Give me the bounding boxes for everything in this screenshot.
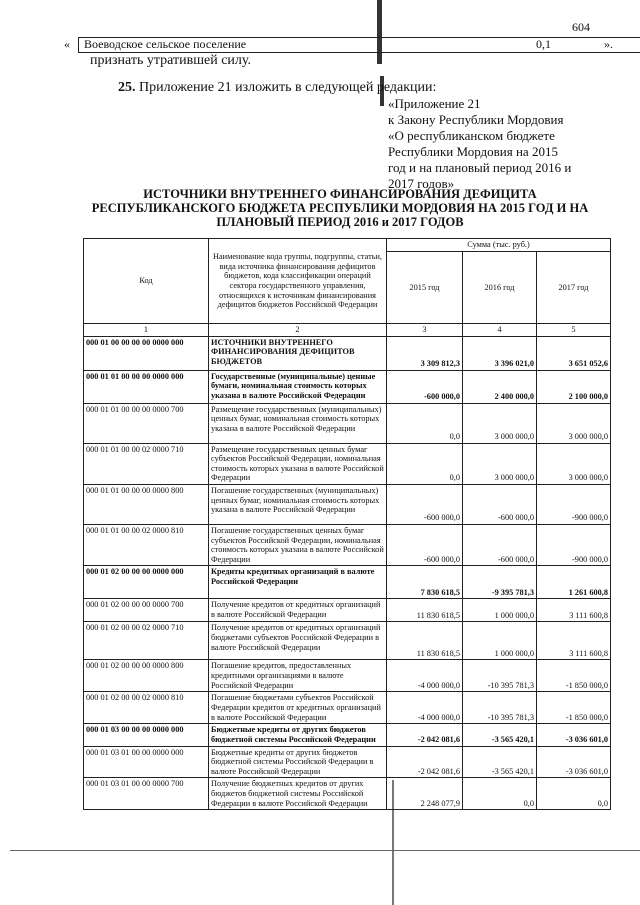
annex-heading: «Приложение 21 к Закону Республики Мордовия «О республиканском бюджете Республики Мордовия на 2015 год и на плановый период 2016 и 2017 годов» [388, 96, 572, 191]
row-code: 000 01 01 00 00 00 0000 000 [84, 370, 209, 403]
row-value-2017: 3 000 000,0 [537, 443, 611, 484]
table-row [84, 599, 611, 622]
row-name: ИСТОЧНИКИ ВНУТРЕННЕГО ФИНАНСИРОВАНИЯ ДЕФИЦИТОВ БЮДЖЕТОВ [209, 336, 387, 370]
row-code: 000 01 03 01 00 00 0000 000 [84, 746, 209, 778]
row-name: Бюджетные кредиты от других бюджетов бюджетной системы Российской Федерации в валюте Российской Федерации [209, 746, 387, 778]
row-value-2017: -1 850 000,0 [537, 660, 611, 692]
row-value-2016: -10 395 781,3 [463, 660, 537, 692]
index-cell: 5 [537, 324, 611, 337]
index-cell: 1 [84, 324, 209, 337]
header-2016: 2016 год [463, 252, 537, 324]
row-value-2016: -10 395 781,3 [463, 692, 537, 724]
row-value-2015: -600 000,0 [387, 370, 463, 403]
settlement-name: Воеводское сельское поселение [84, 37, 247, 51]
table-row [84, 370, 611, 403]
row-value-2016: -3 565 420,1 [463, 746, 537, 778]
index-cell: 3 [387, 324, 463, 337]
row-code: 000 01 01 00 00 02 0000 710 [84, 443, 209, 484]
row-value-2016: 0,0 [463, 778, 537, 810]
header-name: Наименование кода группы, подгруппы, статьи, вида источника финансирования дефицитов бюджетов, кода классификации операций сектора государственного управления, относящихся к источникам финансирования дефицитов бюджетов Российской Федерации [209, 239, 387, 324]
row-code: 000 01 01 00 00 00 0000 800 [84, 484, 209, 524]
table-row [84, 524, 611, 565]
row-value-2015: 2 248 077,9 [387, 778, 463, 810]
row-value-2017: 3 111 600,8 [537, 599, 611, 622]
item-text: Приложение 21 изложить в следующей редакции: [139, 80, 437, 95]
table-row [84, 336, 611, 370]
row-code: 000 01 03 01 00 00 0000 700 [84, 778, 209, 810]
row-code: 000 01 02 00 00 00 0000 000 [84, 566, 209, 599]
row-code: 000 01 02 00 00 00 0000 800 [84, 660, 209, 692]
row-name: Погашение государственных ценных бумаг субъектов Российской Федерации, номинальная стоимость которых указана в валюте Российской Федерации [209, 524, 387, 565]
item-number: 25. [118, 80, 136, 95]
row-value-2017: 2 100 000,0 [537, 370, 611, 403]
row-value-2015: 3 309 812,3 [387, 336, 463, 370]
row-value-2015: 0,0 [387, 443, 463, 484]
scan-bottom-rule [10, 850, 640, 851]
row-value-2017: -1 850 000,0 [537, 692, 611, 724]
row-value-2016: -600 000,0 [463, 484, 537, 524]
table-row [84, 443, 611, 484]
row-value-2016: 3 000 000,0 [463, 443, 537, 484]
row-value-2015: -600 000,0 [387, 524, 463, 565]
row-name: Государственные (муниципальные) ценные бумаги, номинальная стоимость которых указана в валюте Российской Федерации [209, 370, 387, 403]
header-code: Код [84, 239, 209, 324]
row-name: Погашение бюджетами субъектов Российской Федерации кредитов от кредитных организаций в валюте Российской Федерации [209, 692, 387, 724]
index-cell: 2 [209, 324, 387, 337]
row-code: 000 01 02 00 00 00 0000 700 [84, 599, 209, 622]
table-row [84, 403, 611, 443]
row-name: Размещение государственных (муниципальных) ценных бумаг, номинальная стоимость которых указана в валюте Российской Федерации [209, 403, 387, 443]
row-value-2015: 0,0 [387, 403, 463, 443]
page-number: 604 [572, 20, 590, 34]
row-value-2015: 11 830 618,5 [387, 622, 463, 660]
row-code: 000 01 01 00 00 00 0000 700 [84, 403, 209, 443]
row-value-2015: -600 000,0 [387, 484, 463, 524]
row-value-2017: 1 261 600,8 [537, 566, 611, 599]
row-value-2015: 7 830 618,5 [387, 566, 463, 599]
row-name: Получение бюджетных кредитов от других бюджетов бюджетной системы Российской Федерации в валюте Российской Федерации [209, 778, 387, 810]
row-name: Погашение государственных (муниципальных) ценных бумаг, номинальная стоимость которых указана в валюте Российской Федерации [209, 484, 387, 524]
row-code: 000 01 00 00 00 00 0000 000 [84, 336, 209, 370]
row-name: Погашение кредитов, предоставленных кредитными организациями в валюте Российской Федерации [209, 660, 387, 692]
close-quote: ». [604, 37, 613, 51]
table-row [84, 660, 611, 692]
document-title: ИСТОЧНИКИ ВНУТРЕННЕГО ФИНАНСИРОВАНИЯ ДЕФИЦИТА РЕСПУБЛИКАНСКОГО БЮДЖЕТА РЕСПУБЛИКИ МОРДОВИЯ НА 2015 ГОД И НА ПЛАНОВЫЙ ПЕРИОД 2016 и 2017 ГОДОВ [91, 187, 589, 229]
table-row [84, 746, 611, 778]
table-row [84, 724, 611, 746]
row-code: 000 01 02 00 00 02 0000 810 [84, 692, 209, 724]
row-value-2016: 3 396 021,0 [463, 336, 537, 370]
row-value-2017: -3 036 601,0 [537, 724, 611, 746]
row-value-2016: -9 395 781,3 [463, 566, 537, 599]
row-value-2015: 11 830 618,5 [387, 599, 463, 622]
open-quote: « [64, 37, 70, 51]
row-value-2015: -2 042 081,6 [387, 724, 463, 746]
scan-mark-top [377, 0, 382, 64]
settlement-row [64, 37, 616, 53]
row-name: Получение кредитов от кредитных организаций бюджетами субъектов Российской Федерации в валюте Российской Федерации [209, 622, 387, 660]
row-value-2016: 2 400 000,0 [463, 370, 537, 403]
row-value-2016: -600 000,0 [463, 524, 537, 565]
header-2017: 2017 год [537, 252, 611, 324]
header-sum: Сумма (тыс. руб.) [387, 239, 611, 252]
row-value-2016: 3 000 000,0 [463, 403, 537, 443]
row-value-2017: -900 000,0 [537, 524, 611, 565]
financing-table [83, 238, 611, 810]
table-row [84, 484, 611, 524]
row-name: Размещение государственных ценных бумаг субъектов Российской Федерации, номинальная стоимость которых указана в валюте Российской Федерации [209, 443, 387, 484]
row-value-2015: -4 000 000,0 [387, 692, 463, 724]
row-code: 000 01 03 00 00 00 0000 000 [84, 724, 209, 746]
row-name: Кредиты кредитных организаций в валюте Российской Федерации [209, 566, 387, 599]
row-name: Бюджетные кредиты от других бюджетов бюджетной системы Российской Федерации [209, 724, 387, 746]
row-value-2016: 1 000 000,0 [463, 599, 537, 622]
row-value-2017: 3 000 000,0 [537, 403, 611, 443]
row-value-2017: -3 036 601,0 [537, 746, 611, 778]
table-row [84, 622, 611, 660]
row-value-2017: -900 000,0 [537, 484, 611, 524]
row-value-2015: -2 042 081,6 [387, 746, 463, 778]
row-value-2017: 0,0 [537, 778, 611, 810]
row-name: Получение кредитов от кредитных организаций в валюте Российской Федерации [209, 599, 387, 622]
row-code: 000 01 02 00 00 02 0000 710 [84, 622, 209, 660]
table-row [84, 778, 611, 810]
item-paragraph [118, 80, 436, 96]
index-cell: 4 [463, 324, 537, 337]
settlement-value: 0,1 [536, 37, 551, 51]
invalid-text: признать утратившей силу. [90, 53, 251, 68]
table-row [84, 566, 611, 599]
table-row [84, 692, 611, 724]
row-value-2017: 3 111 600,8 [537, 622, 611, 660]
row-code: 000 01 01 00 00 02 0000 810 [84, 524, 209, 565]
row-value-2017: 3 651 052,6 [537, 336, 611, 370]
header-2015: 2015 год [387, 252, 463, 324]
row-value-2016: 1 000 000,0 [463, 622, 537, 660]
row-value-2015: -4 000 000,0 [387, 660, 463, 692]
row-value-2016: -3 565 420,1 [463, 724, 537, 746]
